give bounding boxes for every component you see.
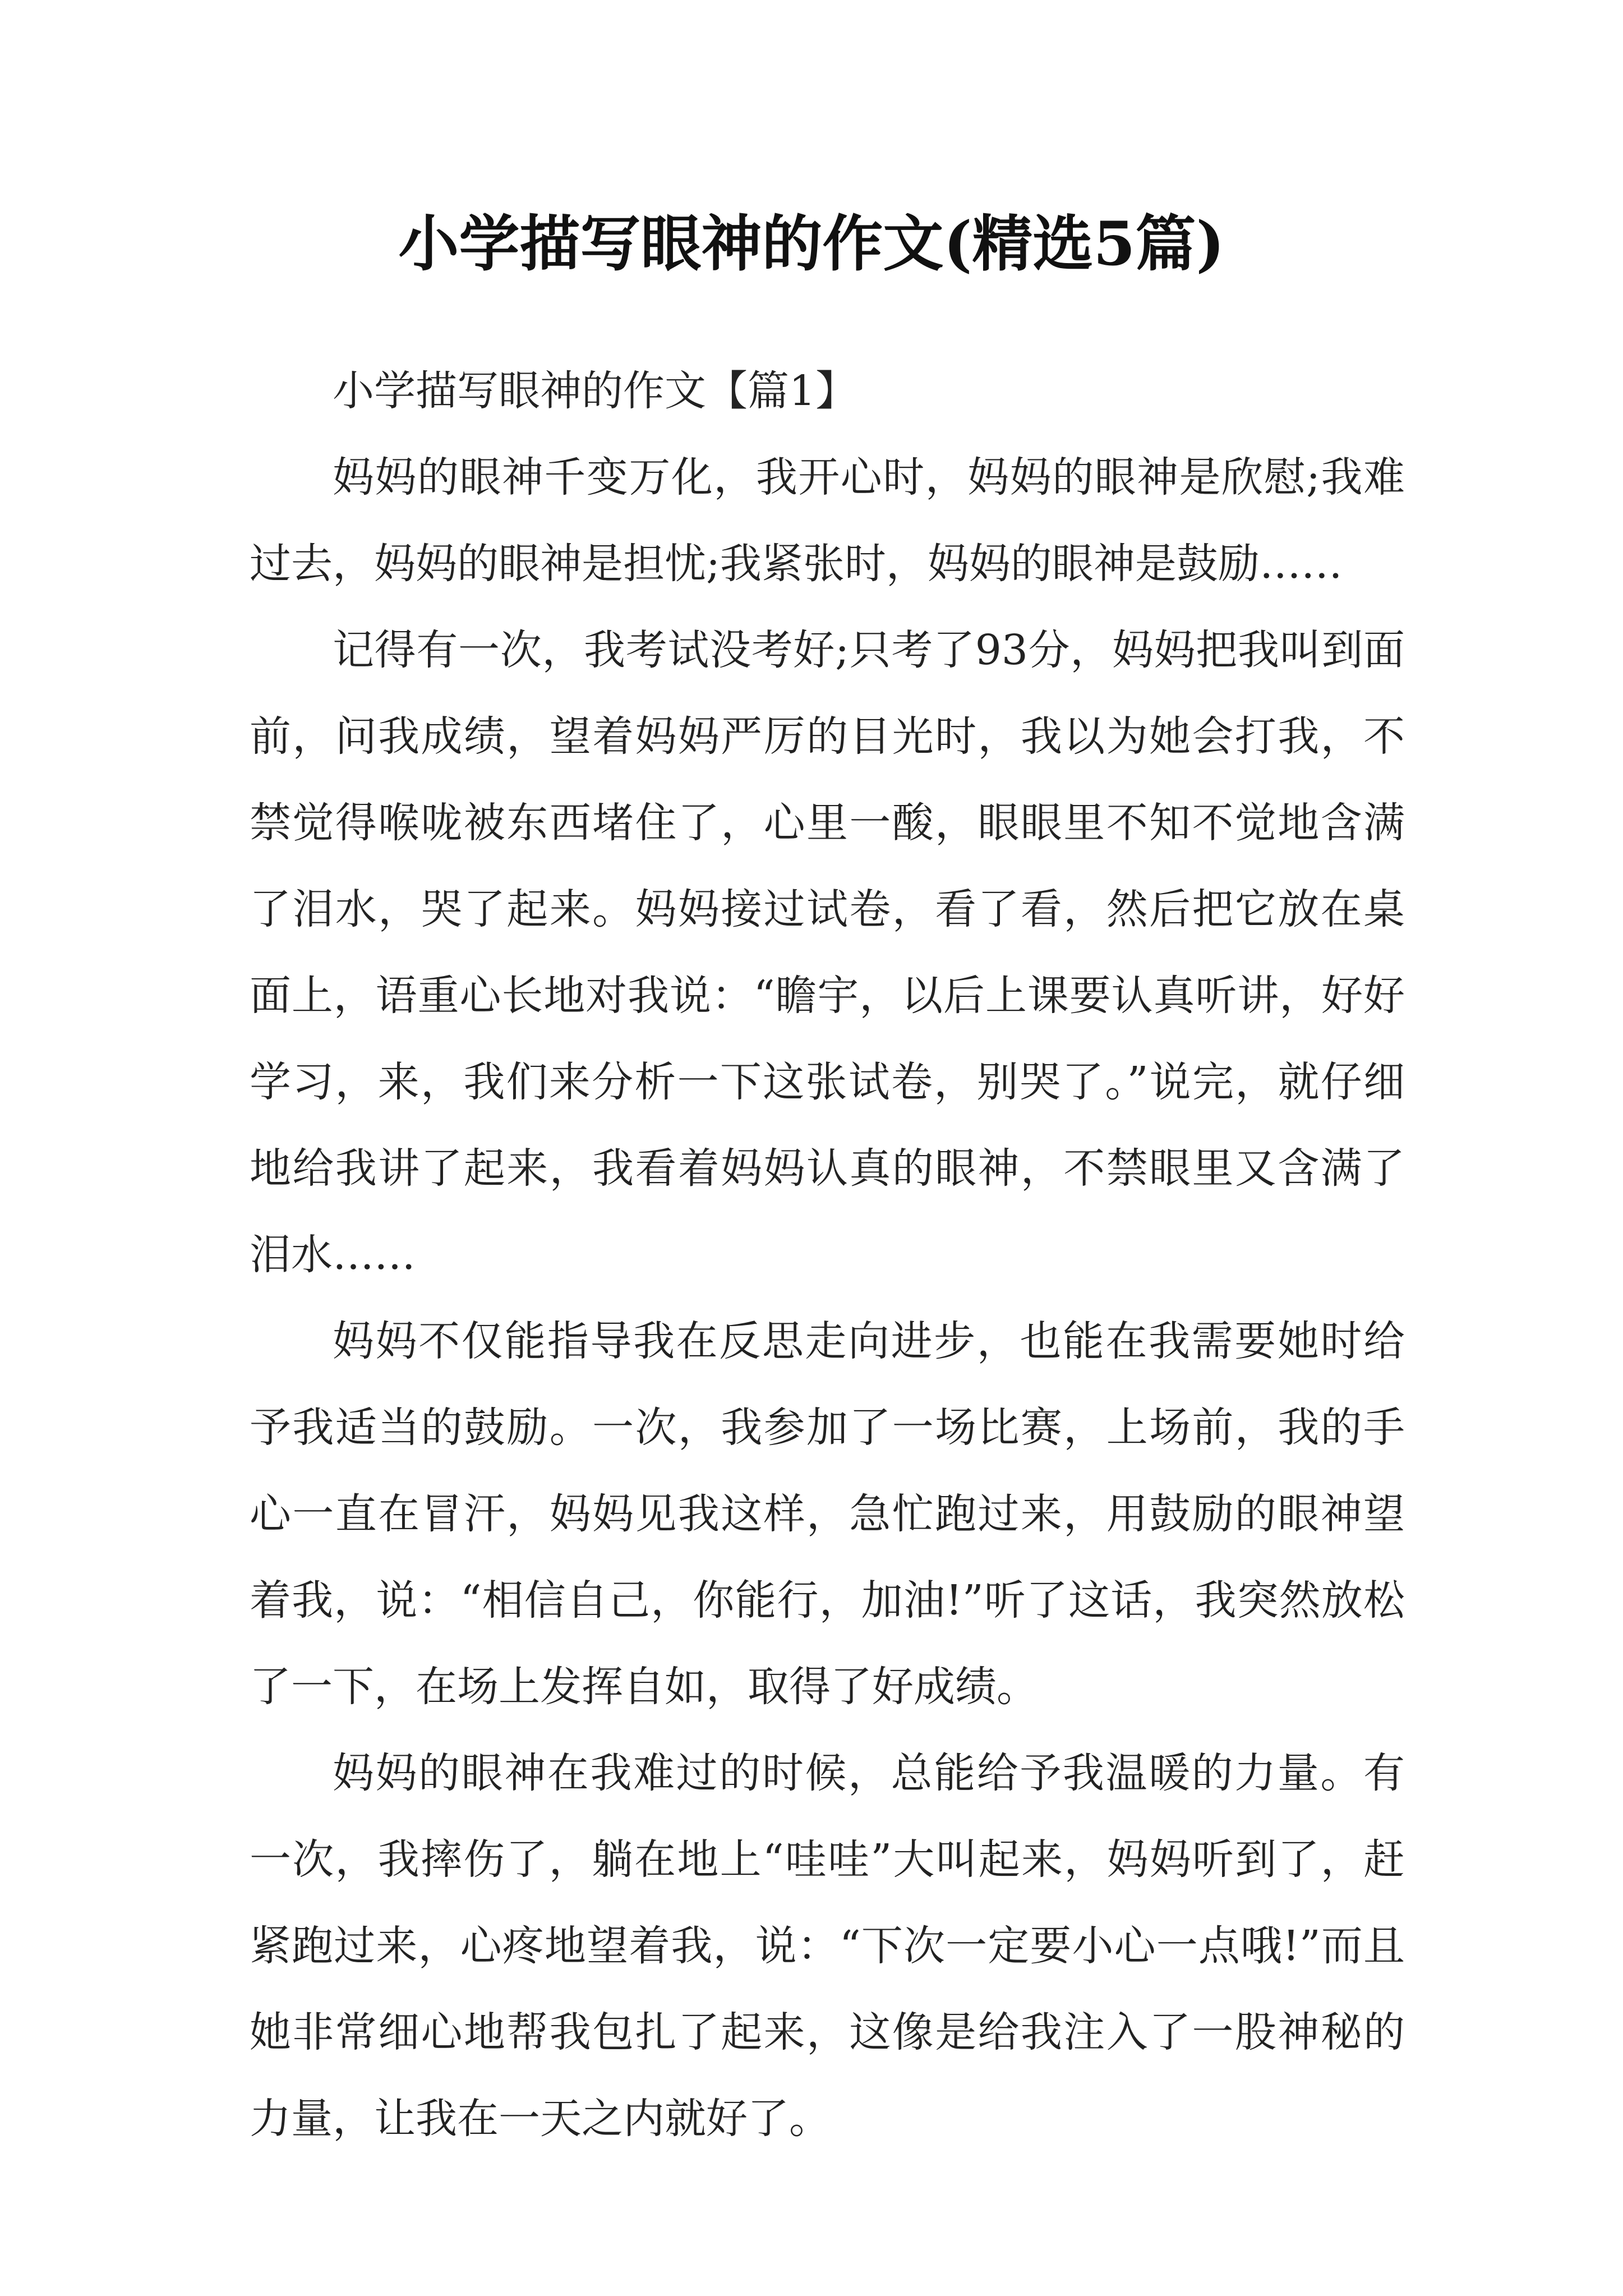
paragraph-1: 妈妈的眼神千变万化，我开心时，妈妈的眼神是欣慰;我难过去，妈妈的眼神是担忧;我紧张时，妈妈的眼神是鼓励…… bbox=[250, 453, 1405, 588]
paragraph-2: 记得有一次，我考试没考好;只考了93分，妈妈把我叫到面前，问我成绩，望着妈妈严厉的目光时，我以为她会打我，不禁觉得喉咙被东西堵住了，心里一酸，眼眼里不知不觉地含满了泪水，哭了起来。妈妈接过试卷，看了看，然后把它放在桌面上，语重心长地对我说：“瞻宇，以后上课要认真听讲，好好学习，来，我们来分析一下这张试卷，别哭了。”说完，就仔细地给我讲了起来，我看着妈妈认真的眼神，不禁眼里又含满了泪水…… bbox=[250, 626, 1405, 1279]
paragraph-4: 妈妈的眼神在我难过的时候，总能给予我温暖的力量。有一次，我摔伤了，躺在地上“哇哇”大叫起来，妈妈听到了，赶紧跑过来，心疼地望着我，说：“下次一定要小心一点哦!”而且她非常细心地帮我包扎了起来，这像是给我注入了一股神秘的力量，让我在一天之内就好了。 bbox=[250, 1749, 1405, 2143]
document-title: 小学描写眼神的作文(精选5篇) bbox=[398, 209, 1225, 279]
document-body bbox=[250, 348, 1405, 2162]
section-heading: 小学描写眼神的作文【篇1】 bbox=[333, 367, 857, 415]
paragraph-3: 妈妈不仅能指导我在反思走向进步，也能在我需要她时给予我适当的鼓励。一次，我参加了一场比赛，上场前，我的手心一直在冒汗，妈妈见我这样，急忙跑过来，用鼓励的眼神望着我，说：“相信自己，你能行，加油!”听了这话，我突然放松了一下，在场上发挥自如，取得了好成绩。 bbox=[250, 1317, 1405, 1711]
